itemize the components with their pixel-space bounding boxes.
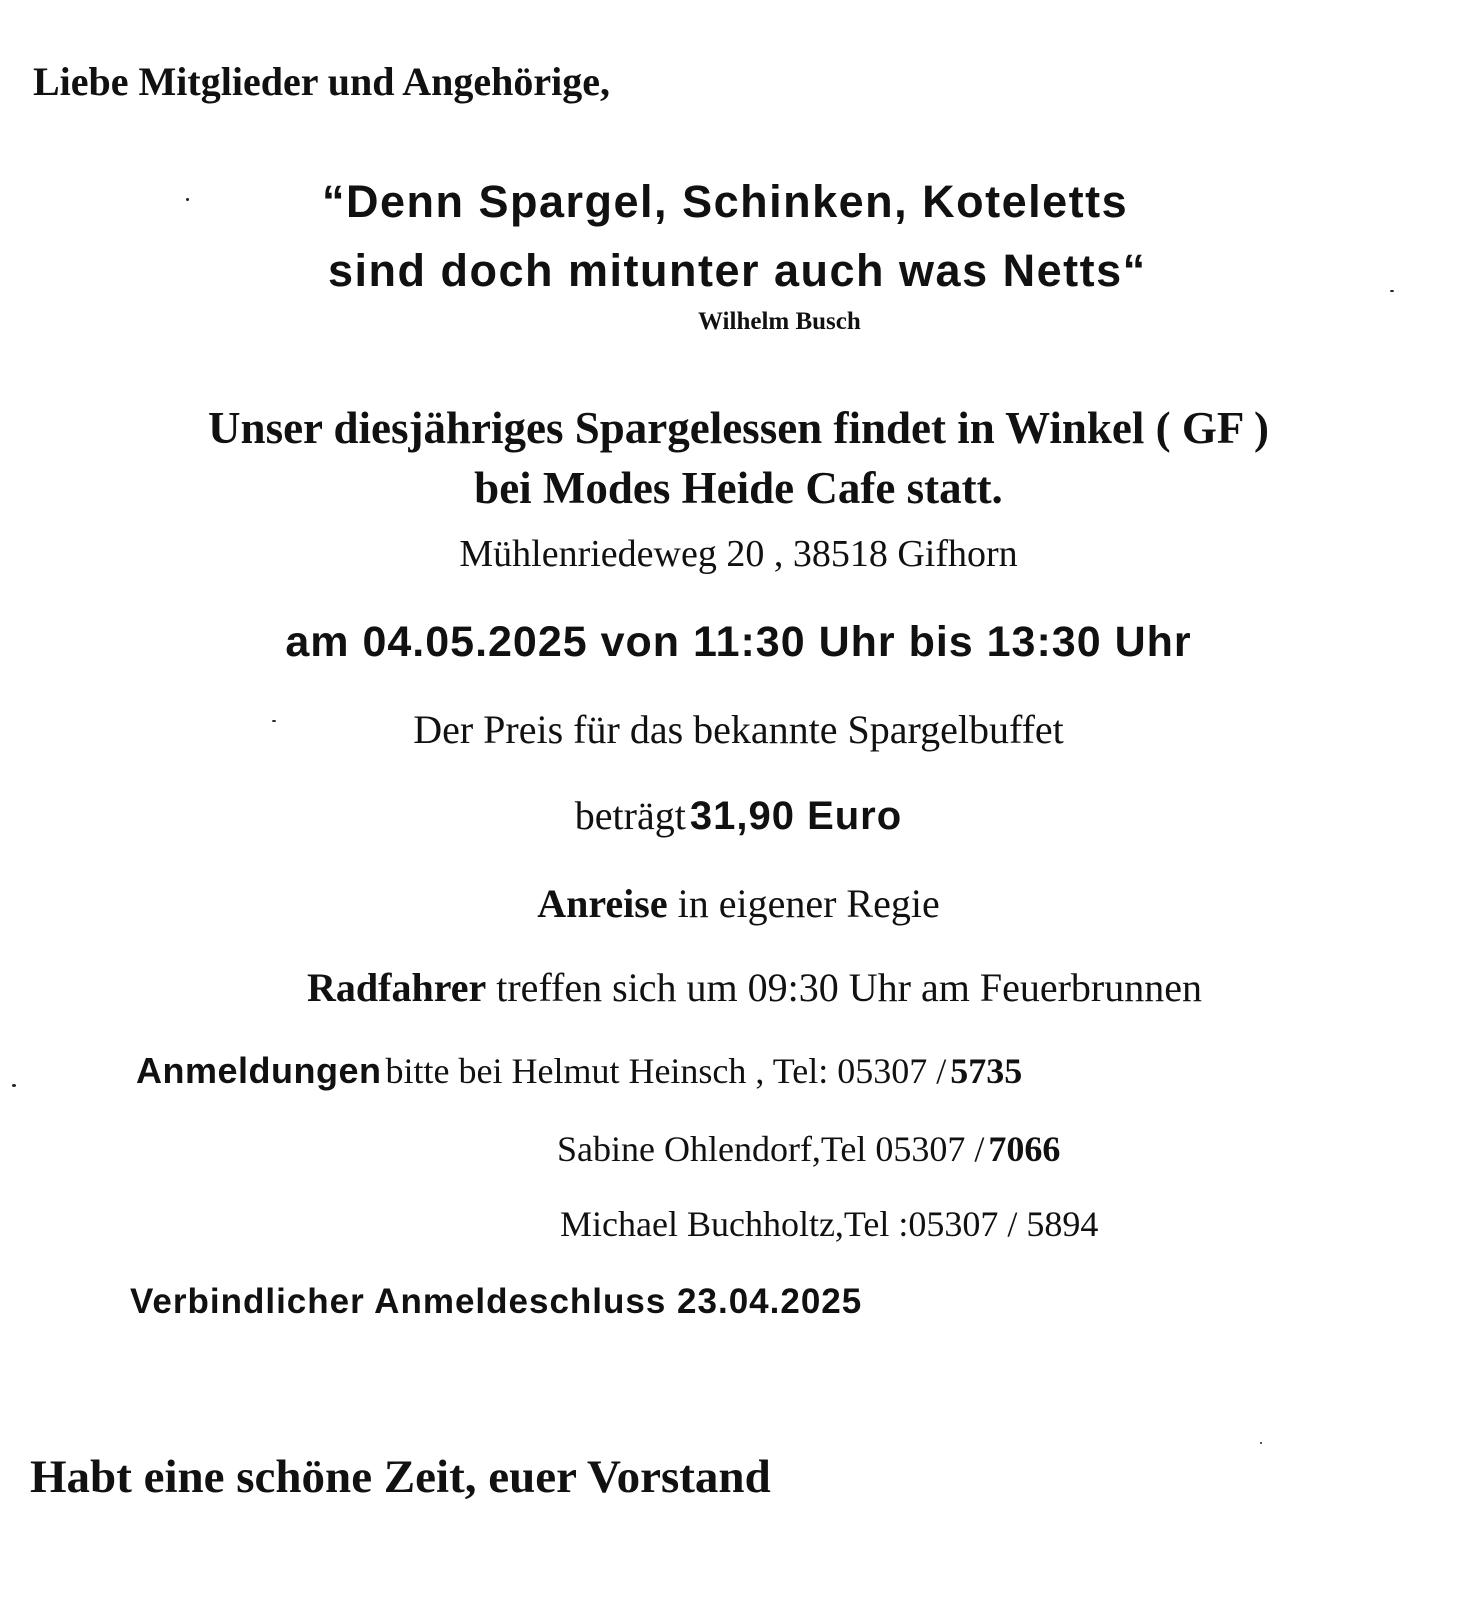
registration-label: Anmeldungen: [136, 1050, 382, 1091]
travel-line: [0, 880, 1477, 927]
travel-text: in eigener Regie: [677, 881, 940, 926]
closing: Habt eine schöne Zeit, euer Vorstand: [30, 1451, 771, 1503]
price-amount: 31,90 Euro: [689, 794, 903, 838]
registration-line-3: [560, 1203, 1098, 1245]
contact-2-number: 7066: [988, 1129, 1061, 1169]
registration-deadline: Verbindlicher Anmeldeschluss 23.04.2025: [130, 1282, 863, 1321]
quote-line-2: sind doch mitunter auch was Netts“: [328, 245, 1147, 296]
speck: [12, 1084, 16, 1087]
cyclists-line: [307, 964, 1202, 1011]
speck: [272, 720, 276, 722]
speck: [1260, 1442, 1262, 1444]
announcement-line-1: Unser diesjähriges Spargelessen findet in Winkel ( GF ): [208, 403, 1269, 453]
cyclists-text: treffen sich um 09:30 Uhr am Feuerbrunnen: [496, 965, 1202, 1010]
contact-2-text: Sabine Ohlendorf,Tel 05307 /: [557, 1129, 985, 1169]
venue-address: Mühlenriedeweg 20 , 38518 Gifhorn: [459, 533, 1018, 575]
speck: [1390, 290, 1394, 292]
event-date-time: am 04.05.2025 von 11:30 Uhr bis 13:30 Uhr: [285, 618, 1192, 666]
price-amount-line: [0, 792, 1477, 839]
speck: [186, 198, 189, 201]
travel-label: Anreise: [537, 881, 668, 926]
greeting: Liebe Mitglieder und Angehörige,: [33, 59, 611, 104]
registration-line-2: [557, 1128, 1060, 1170]
cyclists-label: Radfahrer: [307, 965, 487, 1010]
contact-3-text: Michael Buchholtz,Tel :05307 / 5894: [560, 1204, 1099, 1244]
quote-line-1: “Denn Spargel, Schinken, Koteletts: [322, 176, 1129, 227]
contact-1-number: 5735: [950, 1051, 1023, 1091]
price-prefix: beträgt: [574, 793, 686, 838]
registration-line-1: [136, 1050, 1022, 1092]
contact-1-text: bitte bei Helmut Heinsch , Tel: 05307 /: [385, 1051, 947, 1091]
announcement-line-2: bei Modes Heide Cafe statt.: [474, 463, 1003, 513]
quote-author: Wilhelm Busch: [698, 308, 861, 335]
price-line: Der Preis für das bekannte Spargelbuffet: [413, 707, 1064, 752]
